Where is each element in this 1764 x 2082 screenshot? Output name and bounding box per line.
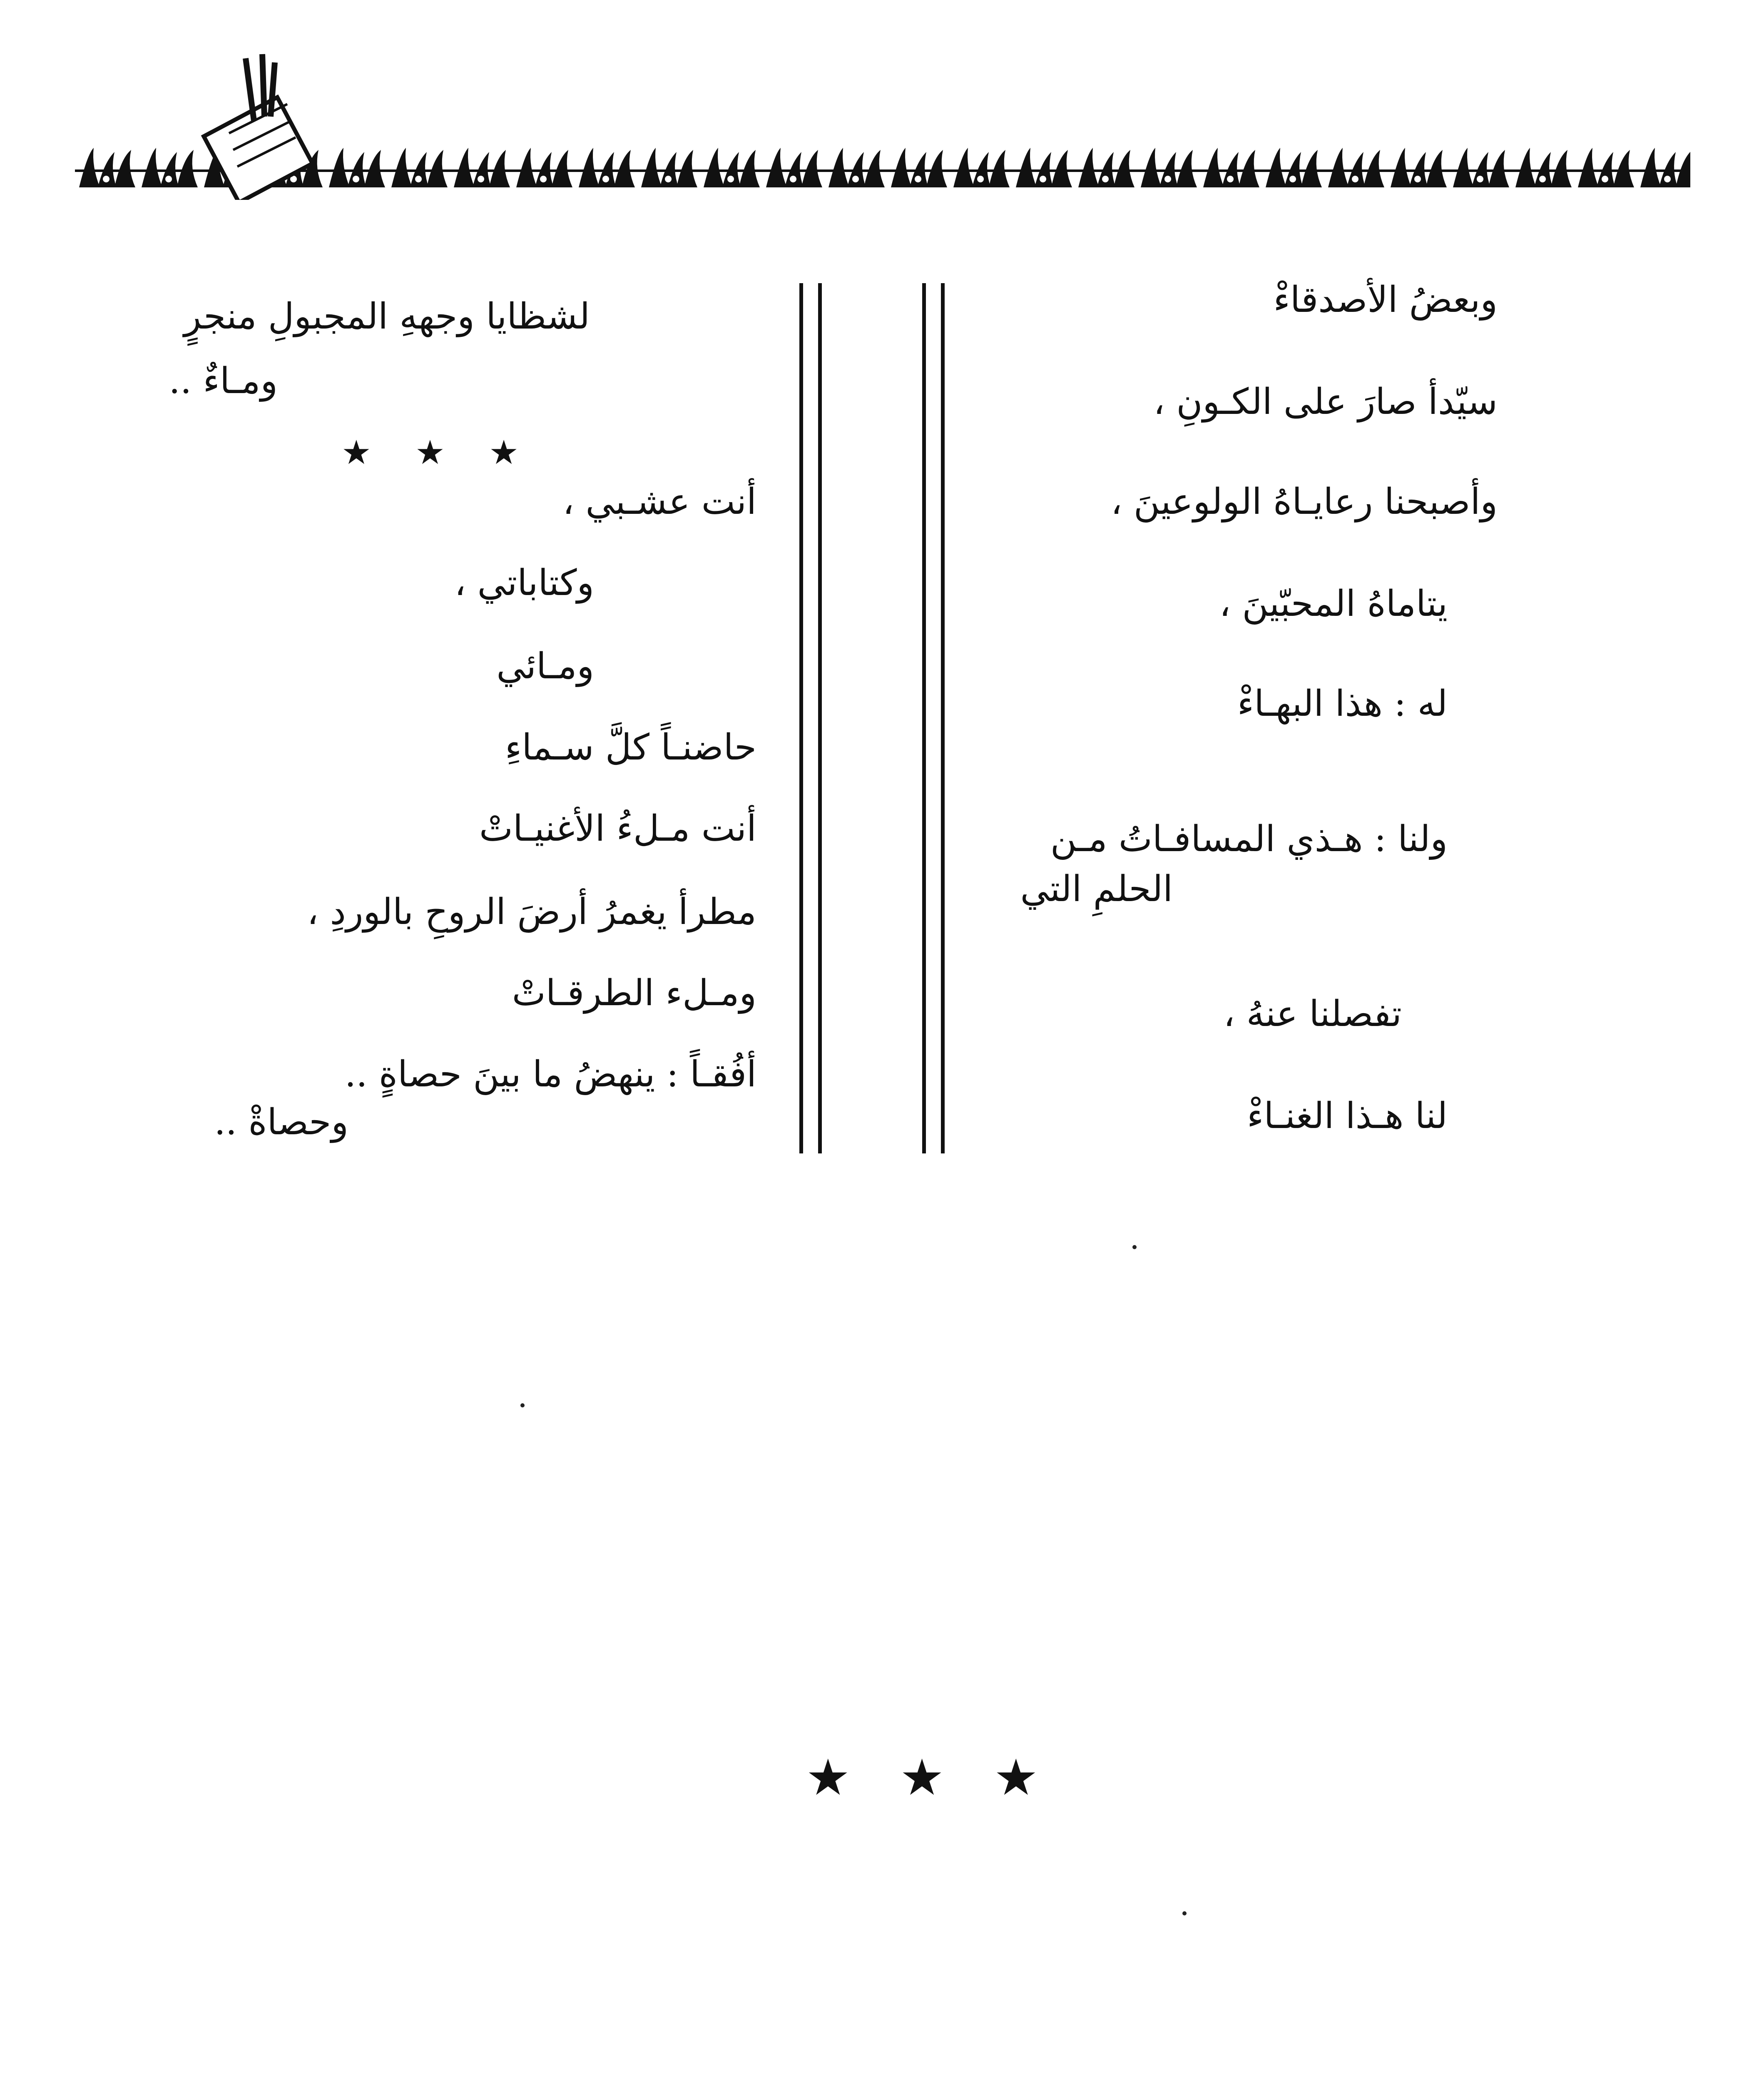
verse-line: وأصبحنا رعايـاهُ الولوعينَ ، (1110, 481, 1498, 523)
verse-line: سيّدأ صارَ على الكـونِ ، (1153, 381, 1498, 423)
column-divider (922, 283, 926, 1153)
verse-line: ومـلء الطرقـاتْ (512, 972, 756, 1014)
column-divider (799, 283, 803, 1153)
verse-line: حاضنـاً كلَّ سـماءِ (505, 727, 756, 768)
speck (1182, 1911, 1187, 1915)
column-divider (941, 283, 945, 1153)
column-divider (818, 283, 822, 1153)
verse-line: تفصلنا عنهُ ، (1223, 993, 1402, 1035)
book-quill-emblem (192, 50, 333, 200)
verse-line: مطرأ يغمرُ أرضَ الروحِ بالوردِ ، (307, 891, 756, 933)
verse-line: له : هذا البهـاءْ (1237, 683, 1448, 725)
verse-line: وبعضُ الأصدقاءْ (1273, 279, 1498, 321)
verse-line: أفُقـاً : ينهضُ ما بينَ حصاةٍ .. (344, 1053, 756, 1095)
verse-line: ومـائي (496, 645, 594, 687)
section-break-stars: ★ ★ ★ (806, 1749, 1055, 1807)
verse-line: ومـاءٌ .. (169, 360, 278, 402)
verse-line: ولنا : هـذي المسافـاتُ مـن (1050, 818, 1448, 860)
stanza-stars: ★ ★ ★ (341, 433, 536, 472)
verse-line: أنت مـلءُ الأغنيـاتْ (479, 808, 756, 849)
verse-line: وحصاةْ .. (214, 1101, 348, 1143)
speck (520, 1403, 525, 1407)
verse-line: يتاماهُ المحبّينَ ، (1219, 583, 1448, 625)
header-ornament (25, 25, 1690, 192)
verse-line: وكتاباتي ، (454, 562, 594, 604)
verse-line: الحلمِ التي (1020, 868, 1173, 910)
verse-line: أنت عشـبي ، (562, 481, 756, 523)
speck (1132, 1245, 1137, 1249)
verse-line: لشظايا وجههِ المجبولِ منجرٍ (184, 296, 590, 337)
verse-line: لنا هـذا الغنـاءْ (1247, 1095, 1448, 1137)
